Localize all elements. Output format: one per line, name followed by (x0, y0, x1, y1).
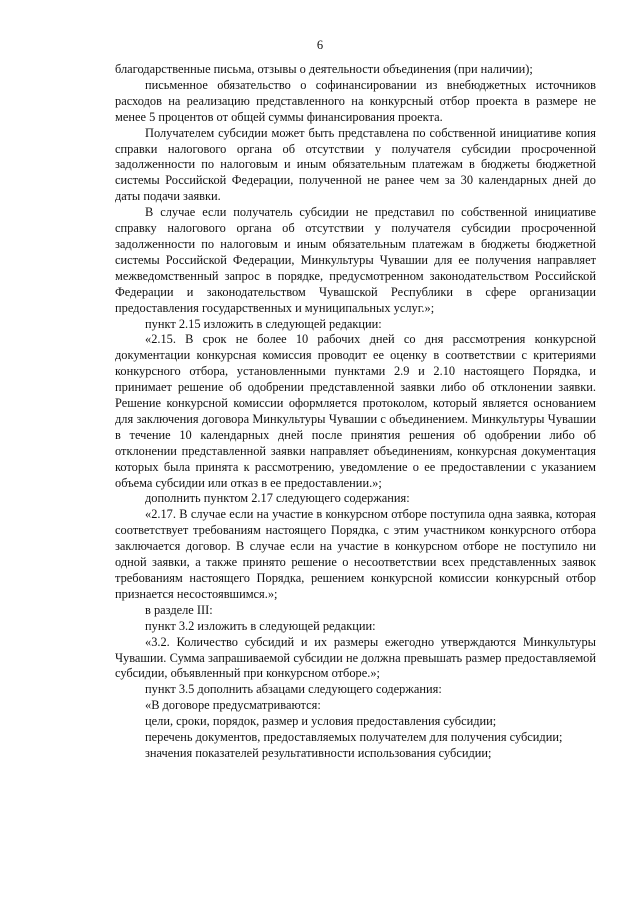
paragraph-performance-indicators: значения показателей результативности использования субсидии; (145, 745, 492, 760)
paragraph-contract-provisions: «В договоре предусматриваются: (145, 698, 321, 713)
document-body (115, 62, 596, 762)
paragraph-clause-2-15-intro: пункт 2.15 изложить в следующей редакции: (145, 316, 382, 331)
paragraph-clause-2-17-intro: дополнить пунктом 2.17 следующего содержания: (145, 491, 410, 506)
paragraph-clause-3-5-intro: пункт 3.5 дополнить абзацами следующего содержания: (145, 682, 442, 697)
paragraph-subsidy-conditions: цели, сроки, порядок, размер и условия предоставления субсидии; (145, 714, 497, 729)
paragraph-clause-2-17: «2.17. В случае если на участие в конкурсном отборе поступила одна заявка, которая соответствует требованиям настоящего Порядка, с этим участником конкурсного отбора заключается договор. В случае если на участие в конкурсном отборе не поступило ни одной заявки, а также принято решение о несоответствии всех представленных заявок требованиям настоящего Порядка, решением конкурсной комиссии конкурсный отбор признается несостоявшимся.»; (115, 507, 596, 601)
page-number: 6 (316, 38, 324, 52)
paragraph-documents-list: перечень документов, предоставляемых получателем для получения субсидии; (145, 730, 563, 745)
paragraph-interagency-request: В случае если получатель субсидии не представил по собственной инициативе справку налогового органа об отсутствии у получателя субсидии просроченной задолженности по налоговым и иным обязательным платежам в бюджеты бюджетной системы Российской Федерации, Минкультуры Чувашии для ее получения направляет межведомственный запрос в порядке, предусмотренном законодательством Российской Федерации и законодательством Чувашской Республики в сфере организации предоставления государственных и муниципальных услуг.»; (115, 205, 596, 315)
paragraph-section-3: в разделе III: (145, 602, 213, 617)
paragraph-tax-certificate: Получателем субсидии может быть представлена по собственной инициативе копия справки налогового органа об отсутствии у получателя субсидии просроченной задолженности по налоговым и иным обязательным платежам в бюджеты бюджетной системы Российской Федерации, полученной не ранее чем за 30 календарных дней до даты подачи заявки. (115, 125, 596, 204)
paragraph-thank-you-letters: благодарственные письма, отзывы о деятельности объединения (при наличии); (115, 62, 533, 76)
paragraph-clause-3-2-intro: пункт 3.2 изложить в следующей редакции: (145, 618, 376, 633)
paragraph-clause-2-15: «2.15. В срок не более 10 рабочих дней со дня рассмотрения конкурсной документации конкурсная комиссия проводит ее оценку в соответствии с критериями конкурсного отбора, установленными пунктами 2.9 и 2.10 настоящего Порядка, и принимает решение об одобрении представленной заявки либо об отклонении заявки. Решение конкурсной комиссии оформляется протоколом, который является основанием для заключения договора Минкультуры Чувашии с объединением. Минкультуры Чувашии в течение 10 календарных дней после принятия решения об одобрении либо об отклонении представленной заявки направляет объединениям, конкурсная документация которых была принята к рассмотрению, уведомление о ее предоставлении с указанием объема субсидии или отказ в ее предоставлении.»; (115, 332, 596, 490)
paragraph-cofinancing-obligation: письменное обязательство о софинансировании из внебюджетных источников расходов на реализацию представленного на конкурсный отбор проекта в размере не менее 5 процентов от общей суммы финансирования проекта. (115, 77, 596, 124)
paragraph-clause-3-2: «3.2. Количество субсидий и их размеры ежегодно утверждаются Минкультуры Чувашии. Сумма запрашиваемой субсидии не должна превышать размер предоставляемой субсидии, объявленный при конкурсном отборе.»; (115, 634, 596, 681)
